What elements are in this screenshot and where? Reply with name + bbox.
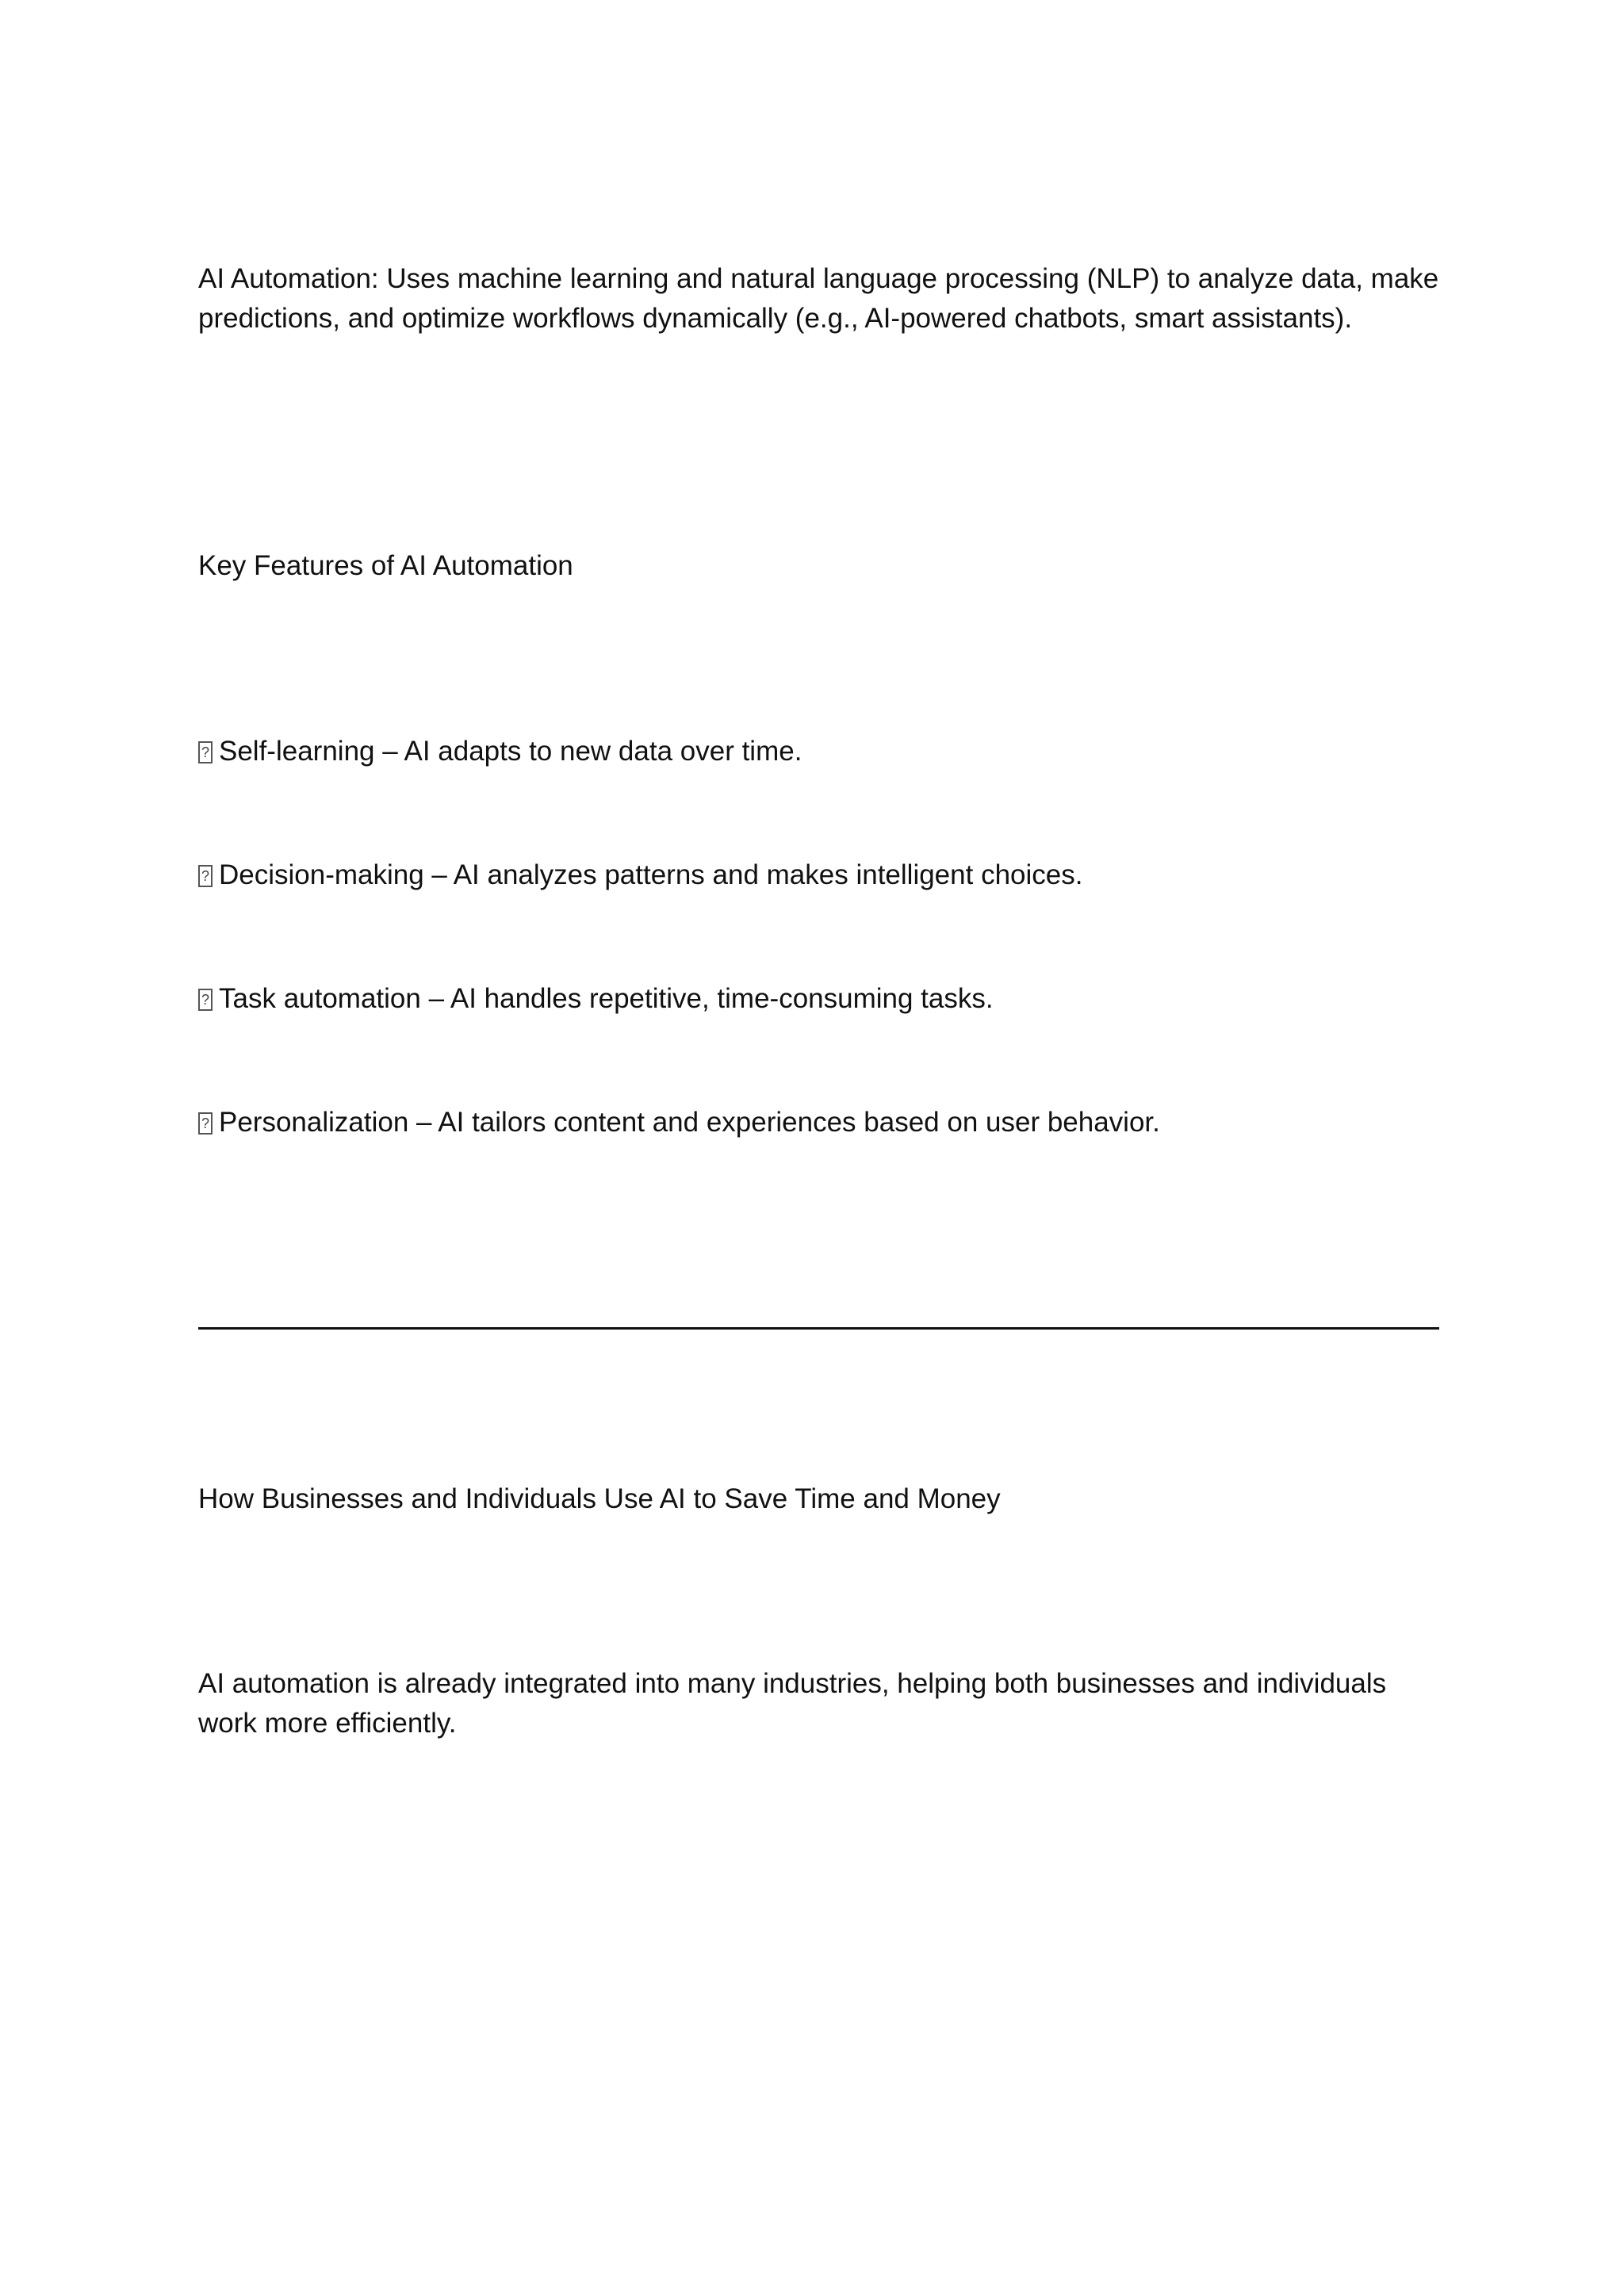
missing-glyph-icon [198, 865, 213, 887]
feature-item-text: Task automation – AI handles repetitive, time-consuming tasks. [219, 983, 994, 1014]
feature-item-text: Self-learning – AI adapts to new data over time. [219, 736, 802, 767]
feature-item-text: Decision-making – AI analyzes patterns and makes intelligent choices. [219, 859, 1083, 890]
missing-glyph-icon [198, 741, 213, 763]
horizontal-divider [198, 1327, 1439, 1330]
feature-item-text: Personalization – AI tailors content and experiences based on user behavior. [219, 1107, 1160, 1138]
section-heading-usage: How Businesses and Individuals Use AI to Save Time and Money [198, 1483, 1001, 1514]
intro-paragraph: AI Automation: Uses machine learning and natural language processing (NLP) to analyze data, make predictions, and optimize workflows dynamically (e.g., AI-powered chatbots, smart assistants). [198, 263, 1439, 334]
feature-item [198, 732, 1439, 771]
feature-item [198, 1103, 1439, 1142]
missing-glyph-icon [198, 1112, 213, 1135]
missing-glyph-icon [198, 989, 213, 1011]
section-heading-key-features: Key Features of AI Automation [198, 550, 573, 581]
feature-item [198, 979, 1439, 1019]
closing-paragraph: AI automation is already integrated into many industries, helping both businesses and individuals work more efficiently. [198, 1668, 1387, 1739]
feature-item [198, 855, 1439, 895]
